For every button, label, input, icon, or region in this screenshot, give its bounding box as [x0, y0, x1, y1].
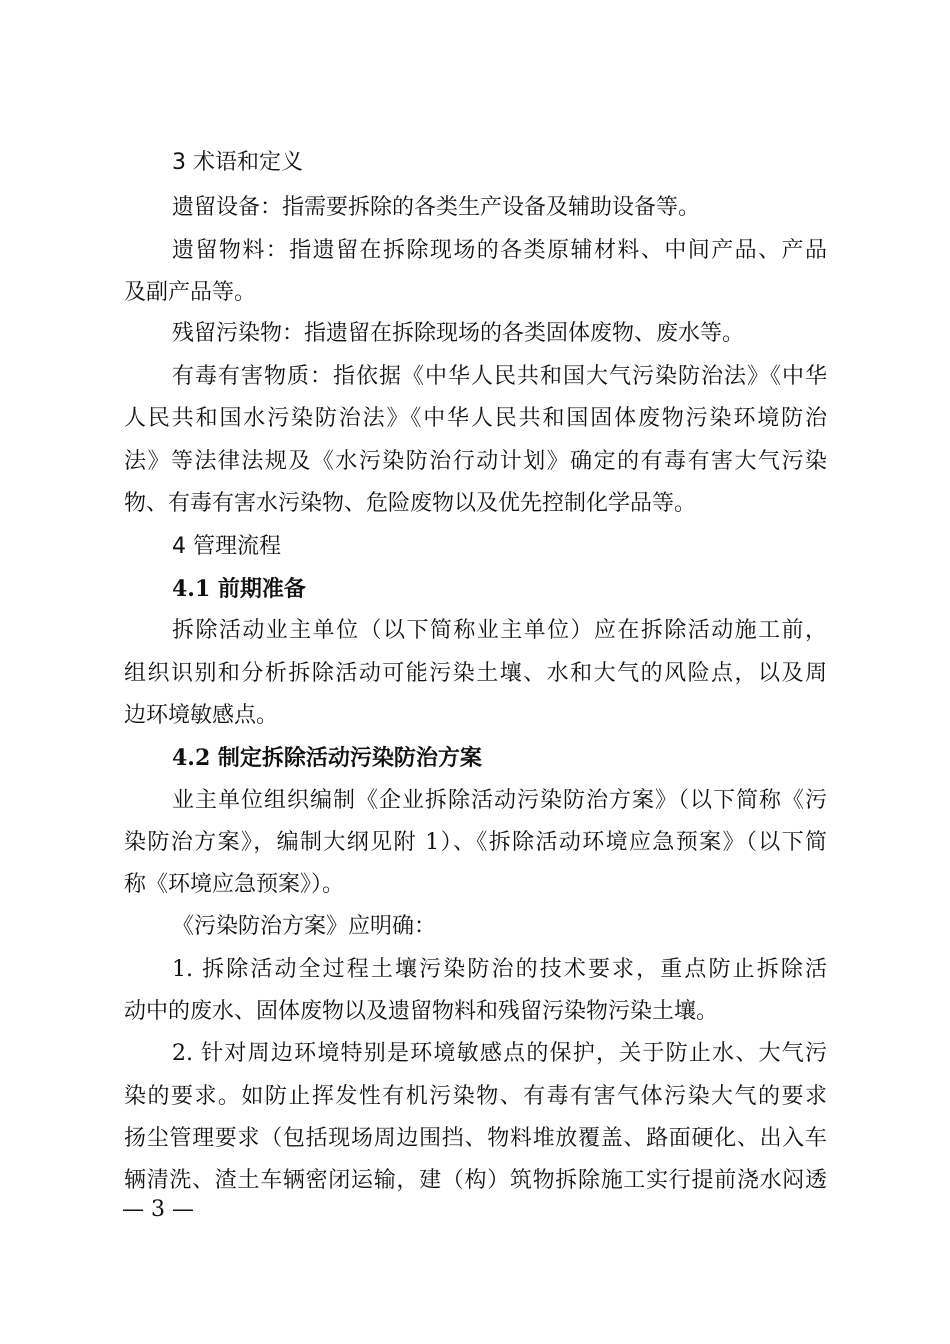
paragraph-line: 《污染防治方案》应明确：: [172, 914, 437, 939]
paragraph-line: 及副产品等。: [124, 280, 257, 305]
paragraph-line: 边环境敏感点。: [124, 703, 279, 728]
section-heading-4: 4 管理流程: [172, 534, 281, 559]
paragraph-line: 人民共和国水污染防治法》《中华人民共和国固体废物污染环境防治: [124, 406, 827, 431]
paragraph-line: 遗留物料：指遗留在拆除现场的各类原辅材料、中间产品、产品: [172, 238, 827, 263]
paragraph-line: 遗留设备：指需要拆除的各类生产设备及辅助设备等。: [172, 195, 701, 220]
list-item-line: 2. 针对周边环境特别是环境敏感点的保护，关于防止水、大气污: [172, 1041, 827, 1066]
paragraph-line: 染防治方案》，编制大纲见附 1）、《拆除活动环境应急预案》（以下简: [124, 830, 827, 855]
paragraph-line: 有毒有害物质：指依据《中华人民共和国大气污染防治法》《中华: [172, 364, 827, 389]
paragraph-line: 残留污染物：指遗留在拆除现场的各类固体废物、废水等。: [172, 321, 745, 346]
paragraph-line: 拆除活动业主单位（以下简称业主单位）应在拆除活动施工前，: [172, 618, 827, 643]
paragraph-line: 组织识别和分析拆除活动可能污染土壤、水和大气的风险点，以及周: [124, 661, 827, 686]
section-heading-3: 3 术语和定义: [172, 150, 303, 175]
list-item-line: 辆清洗、渣土车辆密闭运输，建（构）筑物拆除施工实行提前浇水闷透: [124, 1168, 827, 1193]
paragraph-line: 称《环境应急预案》）。: [124, 872, 345, 897]
subsection-heading-4-2: 4.2 制定拆除活动污染防治方案: [172, 745, 482, 771]
page-number: — 3 —: [122, 1197, 194, 1222]
list-item-line: 染的要求。如防止挥发性有机污染物、有毒有害气体污染大气的要求: [124, 1084, 827, 1109]
list-item-line: 1. 拆除活动全过程土壤污染防治的技术要求，重点防止拆除活: [172, 957, 827, 982]
paragraph-line: 法》等法律法规及《水污染防治行动计划》确定的有毒有害大气污染: [124, 449, 827, 474]
list-item-line: 扬尘管理要求（包括现场周边围挡、物料堆放覆盖、路面硬化、出入车: [124, 1126, 827, 1151]
paragraph-line: 业主单位组织编制《企业拆除活动污染防治方案》（以下简称《污: [172, 788, 827, 813]
subsection-heading-4-1: 4.1 前期准备: [172, 576, 306, 602]
paragraph-line: 物、有毒有害水污染物、危险废物以及优先控制化学品等。: [124, 491, 697, 516]
list-item-line: 动中的废水、固体废物以及遗留物料和残留污染物污染土壤。: [124, 999, 719, 1024]
